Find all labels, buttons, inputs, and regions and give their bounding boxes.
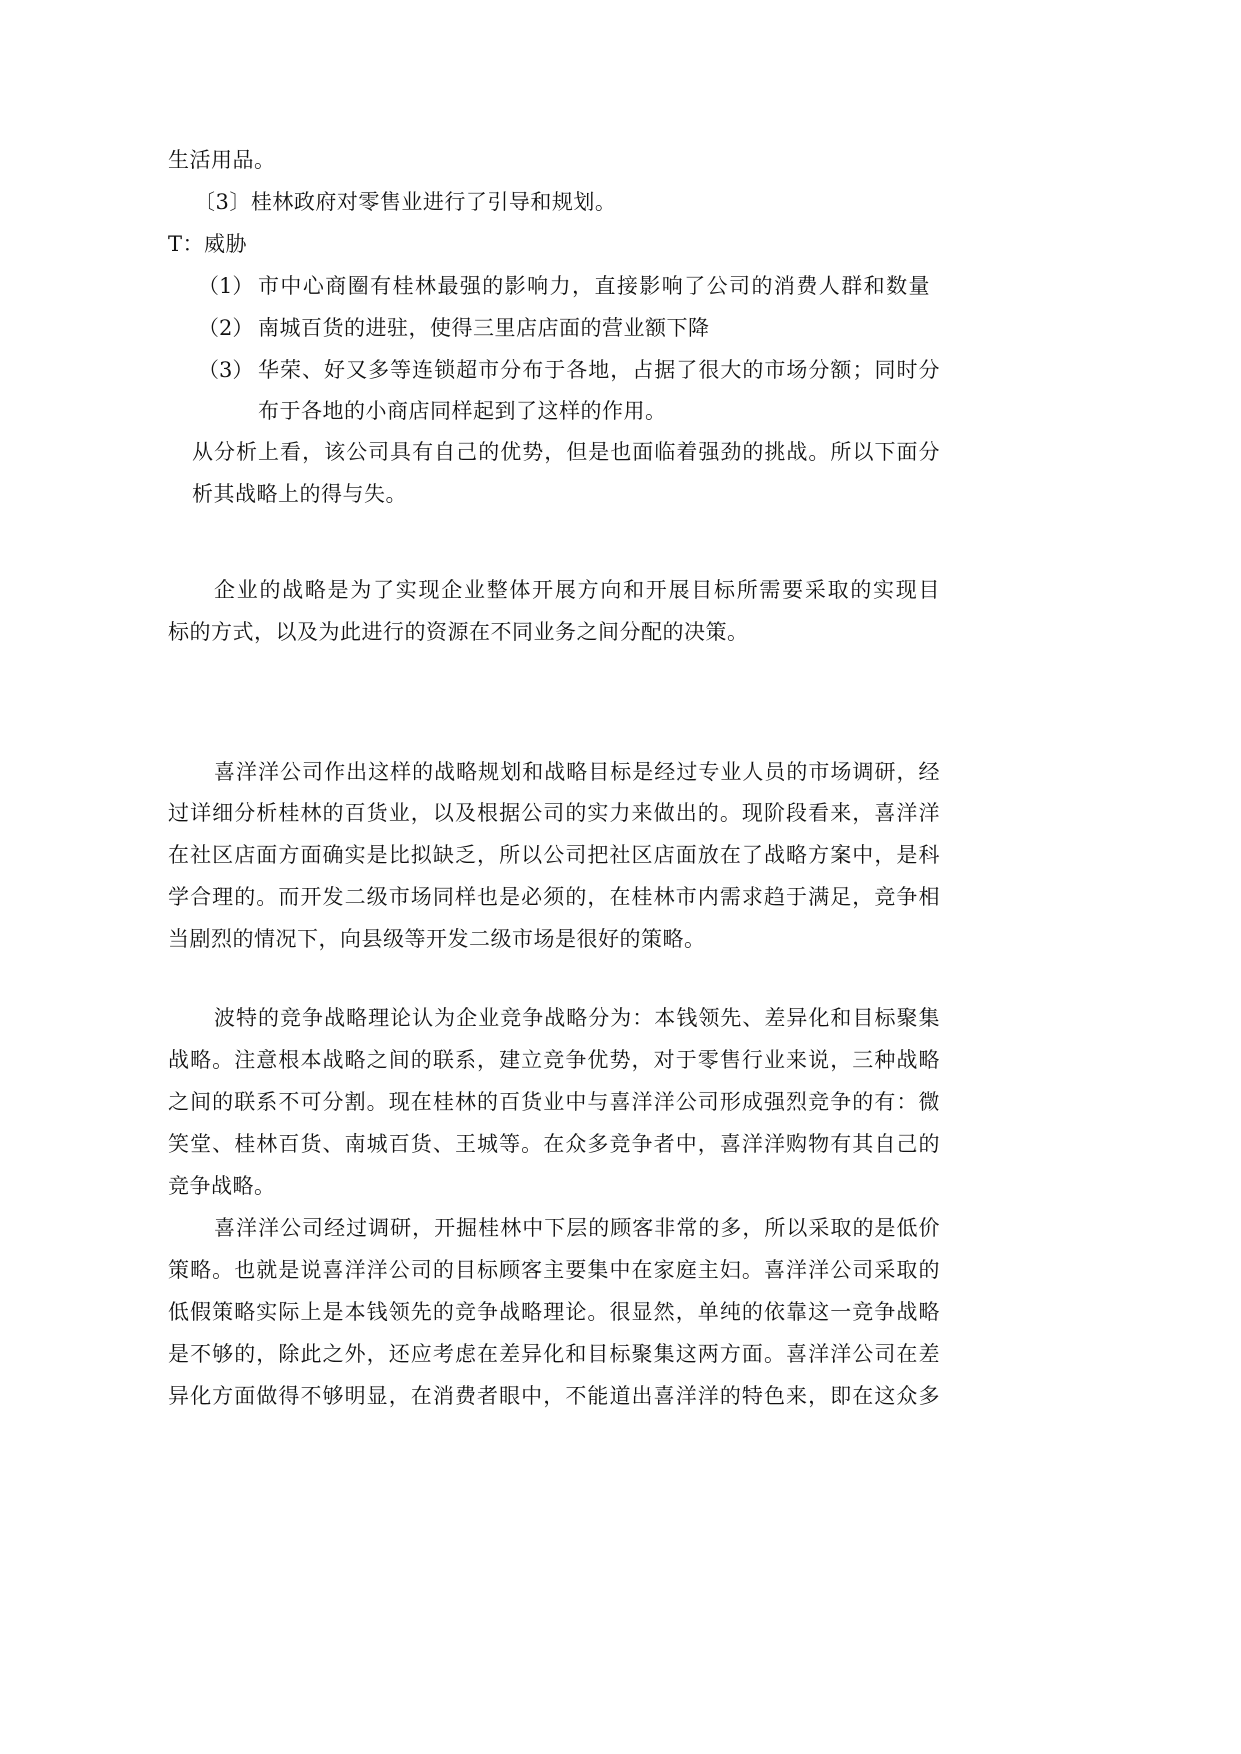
paragraph-line: 学合理的。而开发二级市场同样也是必须的，在桂林市内需求趋于满足，竞争相 <box>168 885 940 909</box>
threat-number: （3） <box>198 358 254 382</box>
paragraph-line: 在社区店面方面确实是比拟缺乏，所以公司把社区店面放在了战略方案中，是科 <box>168 843 940 867</box>
paragraph-line: 低假策略实际上是本钱领先的竞争战略理论。很显然，单纯的依靠这一竞争战略 <box>168 1300 940 1324</box>
opportunity-item-3: 〔3〕桂林政府对零售业进行了引导和规划。 <box>194 190 617 214</box>
paragraph-line: 策略。也就是说喜洋洋公司的目标顾客主要集中在家庭主妇。喜洋洋公司采取的 <box>168 1258 940 1282</box>
paragraph-line: 过详细分析桂林的百货业，以及根据公司的实力来做出的。现阶段看来，喜洋洋 <box>168 801 940 825</box>
paragraph-line: 波特的竞争战略理论认为企业竞争战略分为：本钱领先、差异化和目标聚集 <box>214 1006 940 1030</box>
threat-item-text: 市中心商圈有桂林最强的影响力，直接影响了公司的消费人群和数量 <box>258 274 930 298</box>
paragraph-line: 标的方式，以及为此进行的资源在不同业务之间分配的决策。 <box>168 620 749 644</box>
threat-item-text: 华荣、好又多等连锁超市分布于各地，占据了很大的市场分额；同时分 <box>258 358 940 382</box>
paragraph-line: 喜洋洋公司作出这样的战略规划和战略目标是经过专业人员的市场调研，经 <box>214 760 940 784</box>
paragraph-line: 笑堂、桂林百货、南城百货、王城等。在众多竞争者中，喜洋洋购物有其自己的 <box>168 1132 940 1156</box>
summary-line: 析其战略上的得与失。 <box>192 482 407 506</box>
threats-heading: T：威胁 <box>168 232 248 256</box>
threat-item-text: 南城百货的进驻，使得三里店店面的营业额下降 <box>258 316 710 340</box>
paragraph-line: 之间的联系不可分割。现在桂林的百货业中与喜洋洋公司形成强烈竞争的有：微 <box>168 1090 940 1114</box>
paragraph-line: 生活用品。 <box>168 148 276 172</box>
summary-line: 从分析上看，该公司具有自己的优势，但是也面临着强劲的挑战。所以下面分 <box>192 440 940 464</box>
paragraph-line: 当剧烈的情况下，向县级等开发二级市场是很好的策略。 <box>168 927 706 951</box>
paragraph-line: 喜洋洋公司经过调研，开掘桂林中下层的顾客非常的多，所以采取的是低价 <box>214 1216 940 1240</box>
threat-item-text: 布于各地的小商店同样起到了这样的作用。 <box>258 399 667 423</box>
paragraph-line: 是不够的，除此之外，还应考虑在差异化和目标聚集这两方面。喜洋洋公司在差 <box>168 1342 940 1366</box>
paragraph-line: 企业的战略是为了实现企业整体开展方向和开展目标所需要采取的实现目 <box>214 578 940 602</box>
threat-number: （1） <box>198 274 254 298</box>
paragraph-line: 战略。注意根本战略之间的联系，建立竞争优势，对于零售行业来说，三种战略 <box>168 1048 940 1072</box>
paragraph-line: 异化方面做得不够明显，在消费者眼中，不能道出喜洋洋的特色来，即在这众多 <box>168 1384 940 1408</box>
paragraph-line: 竞争战略。 <box>168 1174 276 1198</box>
threat-number: （2） <box>198 316 254 340</box>
